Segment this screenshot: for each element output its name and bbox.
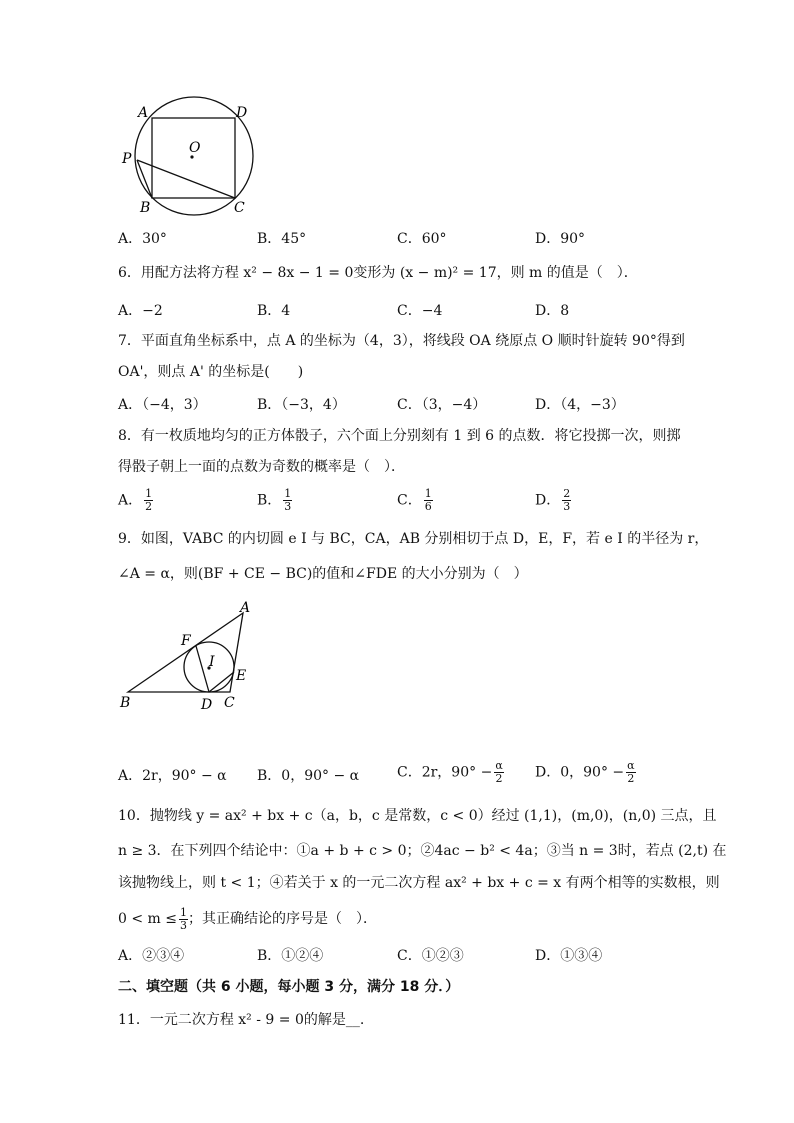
- q5-option-d[interactable]: D．90°: [535, 231, 586, 247]
- square-abcd: [152, 118, 235, 198]
- q8-option-a[interactable]: A． $\frac{1}{2}$: [118, 487, 153, 513]
- label-o: O: [189, 140, 201, 156]
- q9-line2: ∠A = α，则(BF + CE − BC)的值和∠FDE 的大小分别为（ ）: [118, 566, 528, 582]
- q9-option-c[interactable]: C．2r，90° − $\frac{\alpha}{2}$: [397, 759, 503, 785]
- q10-line4: [118, 904, 377, 934]
- q11-text: 11．一元二次方程 x² - 9 = 0的解是__.: [118, 1012, 365, 1028]
- q9-line1: 9．如图，VABC 的内切圆 e I 与 BC，CA，AB 分别相切于点 D，E，F，若 e I 的半径为 r，: [118, 531, 709, 547]
- q10-options: [118, 945, 718, 967]
- q9-option-a[interactable]: A．2r，90° − α: [118, 768, 227, 784]
- label-a: A: [240, 600, 251, 616]
- q8-line1: 8．有一枚质地均匀的正方体骰子，六个面上分别刻有 1 到 6 的点数．将它投掷一次，则掷: [118, 428, 681, 444]
- label-b: B: [120, 695, 131, 711]
- q9-option-b[interactable]: B．0，90° − α: [257, 768, 360, 784]
- q10-line3: 该抛物线上，则 t < 1；④若关于 x 的一元二次方程 ax² + bx + c = x 有两个相等的实数根，则: [118, 875, 720, 891]
- q10-option-d[interactable]: D．①③④: [535, 948, 603, 964]
- q6-option-d[interactable]: D．8: [535, 303, 570, 319]
- q8-option-d[interactable]: D． $\frac{2}{3}$: [535, 487, 571, 513]
- q7-option-d[interactable]: D．（4，−3）: [535, 397, 625, 413]
- label-b: B: [140, 200, 151, 216]
- q10-line4-pre: 0 < m ≤: [118, 911, 177, 927]
- label-f: F: [181, 633, 191, 649]
- label-d: D: [236, 105, 248, 121]
- q9-figure: [112, 596, 262, 716]
- q6-text: 6．用配方法将方程 x² − 8x − 1 = 0变形为 (x − m)² = 17，则 m 的值是（ ）．: [118, 265, 638, 281]
- label-a: A: [138, 105, 149, 121]
- q6-options: [118, 300, 718, 322]
- q6-option-a[interactable]: A．−2: [118, 303, 163, 319]
- q10-line4-fraction: $\frac{1}{3}$: [180, 905, 187, 932]
- q5-options: [118, 228, 718, 250]
- q6-option-b[interactable]: B．4: [257, 303, 291, 319]
- q7-option-c[interactable]: C．（3，−4）: [397, 397, 487, 413]
- label-p: P: [122, 151, 132, 167]
- q10-line2: n ≥ 3．在下列四个结论中：①a + b + c > 0；②4ac − b² < 4a；③当 n = 3时，若点 (2,t) 在: [118, 843, 727, 859]
- q10-option-a[interactable]: A．②③④: [118, 948, 185, 964]
- q7-options: [118, 394, 718, 416]
- q8-option-c[interactable]: C． $\frac{1}{6}$: [397, 487, 432, 513]
- label-c: C: [234, 200, 245, 216]
- q10-option-c[interactable]: C．①②③: [397, 948, 464, 964]
- q7-option-b[interactable]: B．（−3，4）: [257, 397, 346, 413]
- q10-line4-post: ；其正确结论的序号是（ ）．: [188, 911, 377, 927]
- q6-option-c[interactable]: C．−4: [397, 303, 443, 319]
- label-i: I: [209, 654, 215, 670]
- q9-options: [118, 760, 718, 794]
- label-d: D: [201, 697, 213, 713]
- segment-fd: [196, 646, 209, 692]
- label-e: E: [236, 668, 247, 684]
- section-2-title: 二、填空题（共 6 小题，每小题 3 分，满分 18 分．）: [118, 979, 460, 995]
- q10-line1: 10．抛物线 y = ax² + bx + c（a，b，c 是常数，c < 0）经过 (1,1)，(m,0)，(n,0) 三点，且: [118, 808, 717, 824]
- label-c: C: [224, 695, 235, 711]
- q7-option-a[interactable]: A．（−4，3）: [118, 397, 207, 413]
- q7-line1: 7．平面直角坐标系中，点 A 的坐标为（4，3），将线段 OA 绕原点 O 顺时针旋转 90°得到: [118, 333, 685, 349]
- q9-option-d[interactable]: D．0，90° − $\frac{\alpha}{2}$: [535, 759, 635, 785]
- q10-option-b[interactable]: B．①②④: [257, 948, 324, 964]
- q8-options: [118, 488, 718, 522]
- q8-line2: 得骰子朝上一面的点数为奇数的概率是（ ）．: [118, 459, 405, 475]
- triangle-abc: [128, 613, 243, 692]
- q5-figure: [112, 96, 262, 218]
- q5-option-c[interactable]: C．60°: [397, 231, 447, 247]
- q5-option-b[interactable]: B．45°: [257, 231, 307, 247]
- q8-option-b[interactable]: B． $\frac{1}{3}$: [257, 487, 292, 513]
- q7-line2: OA'，则点 A' 的坐标是( ): [118, 364, 304, 380]
- q5-option-a[interactable]: A．30°: [118, 231, 167, 247]
